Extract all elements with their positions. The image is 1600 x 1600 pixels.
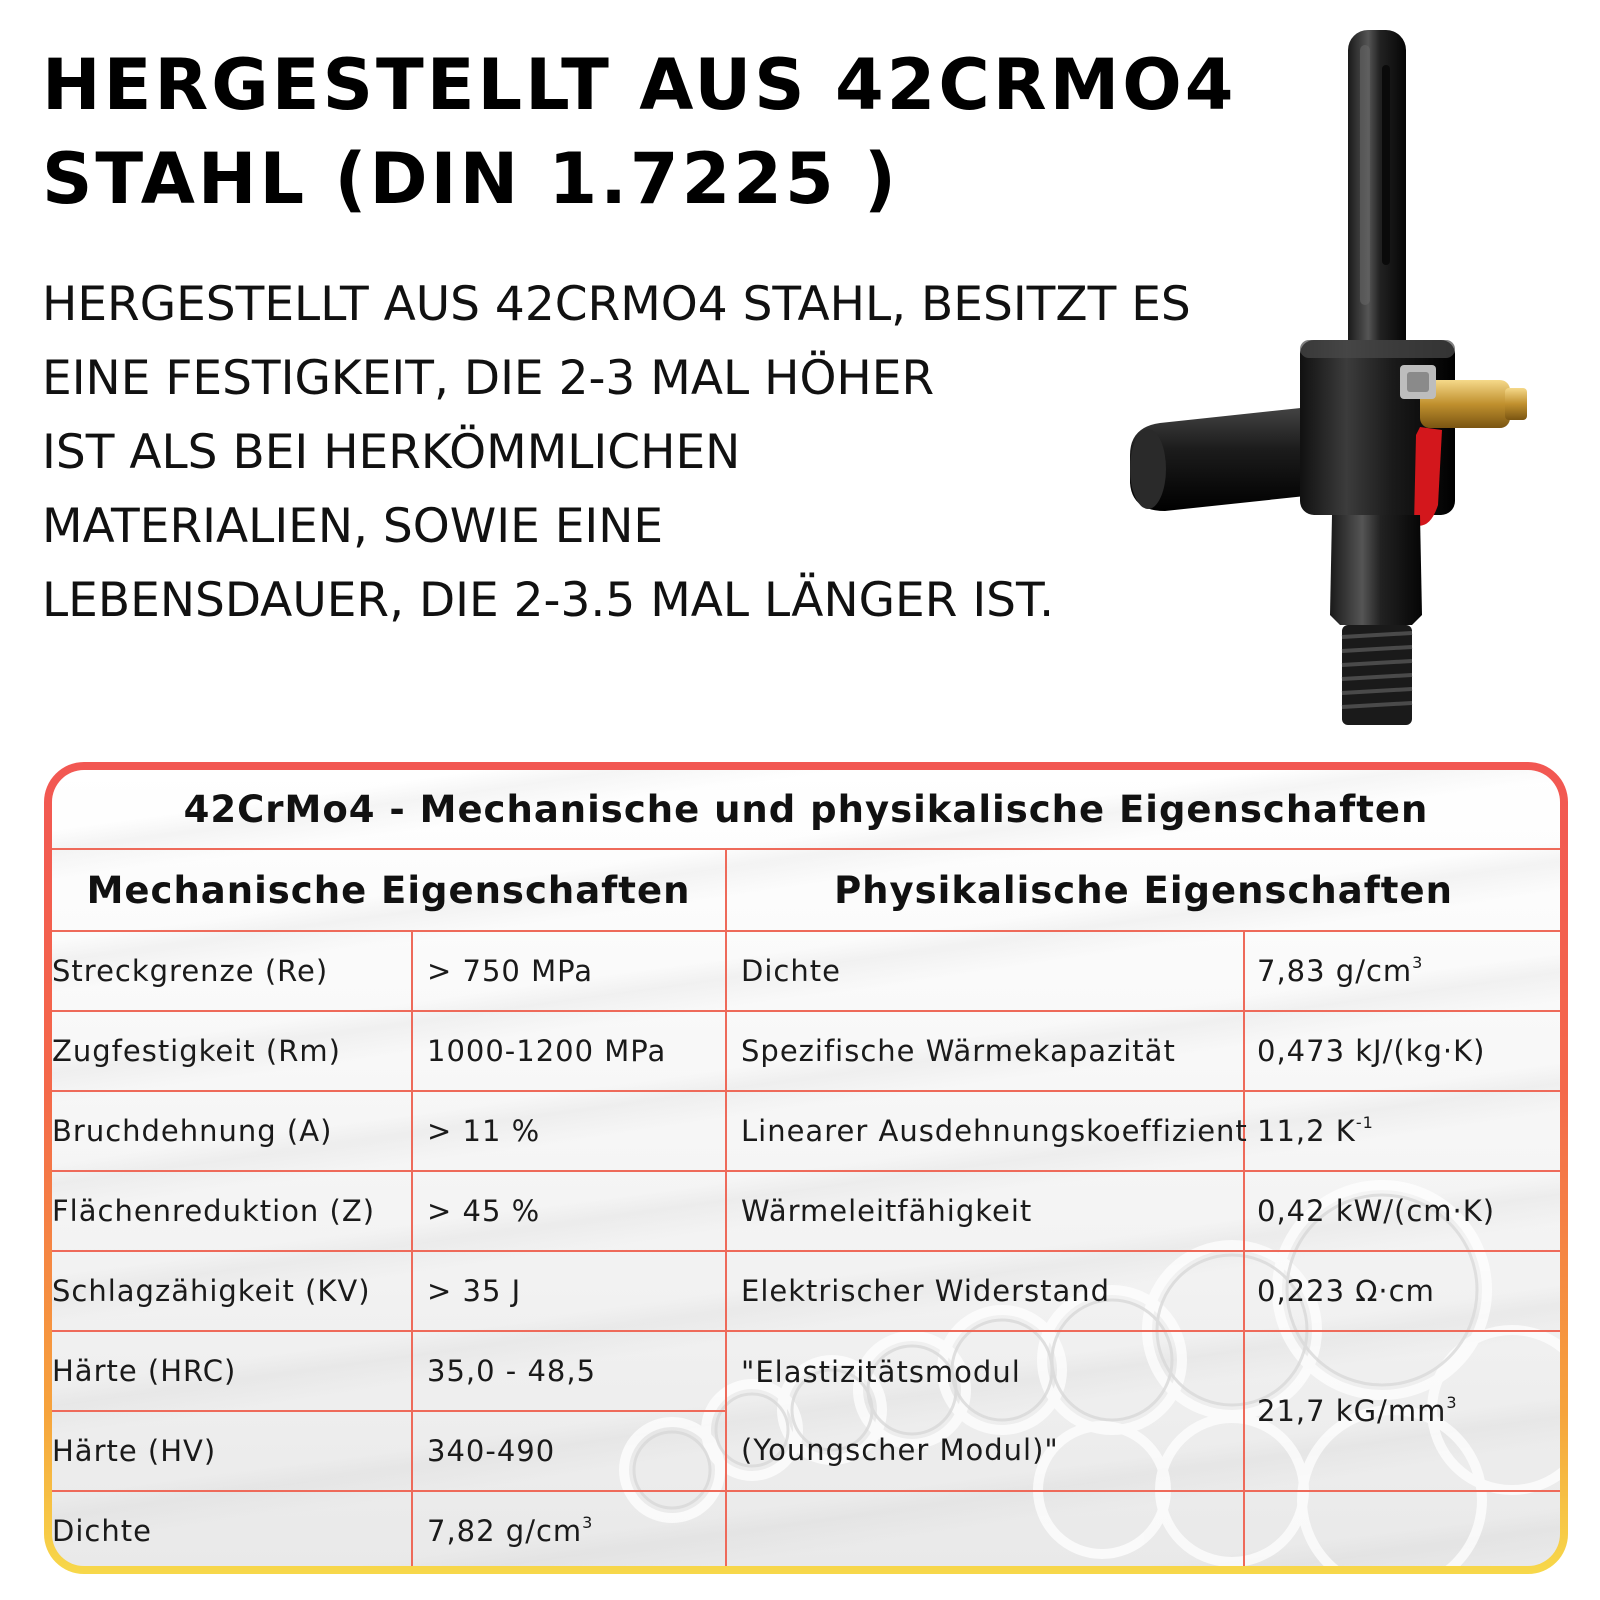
table-row <box>52 931 1560 1011</box>
mech-label: Bruchdehnung (A) <box>52 1091 412 1171</box>
mech-value: 340-490 <box>412 1411 726 1491</box>
table-row <box>52 1331 1560 1411</box>
table-row <box>52 1011 1560 1091</box>
mech-value: 1000-1200 MPa <box>412 1011 726 1091</box>
mech-value: > 35 J <box>412 1251 726 1331</box>
physical-header: Physikalische Eigenschaften <box>726 849 1560 931</box>
headline <box>42 38 1237 226</box>
description-line-5: LEBENSDAUER, DIE 2-3.5 MAL LÄNGER IST. <box>42 573 1055 628</box>
core-drill-adapter-with-water-valve-icon <box>1120 25 1580 745</box>
description-line-1: HERGESTELLT AUS 42CRMO4 STAHL, BESITZT ES <box>42 277 1191 332</box>
table-title: 42CrMo4 - Mechanische und physikalische Eigenschaften <box>52 770 1560 849</box>
table-row <box>52 1491 1560 1566</box>
table-row <box>52 1251 1560 1331</box>
properties-table-frame <box>44 762 1568 1574</box>
table-row <box>52 1171 1560 1251</box>
empty-cell <box>1244 1491 1560 1566</box>
phys-label: Linearer Ausdehnungskoeffizient <box>726 1091 1244 1171</box>
phys-label-line-2: (Youngscher Modul)" <box>741 1433 1059 1467</box>
mech-label: Flächenreduktion (Z) <box>52 1171 412 1251</box>
mech-value: > 11 % <box>412 1091 726 1171</box>
properties-table <box>52 770 1560 1566</box>
mech-value: 35,0 - 48,5 <box>412 1331 726 1411</box>
phys-value: 0,223 Ω·cm <box>1244 1251 1560 1331</box>
mech-label: Zugfestigkeit (Rm) <box>52 1011 412 1091</box>
phys-label: Elektrischer Widerstand <box>726 1251 1244 1331</box>
mech-label: Dichte <box>52 1491 412 1566</box>
mechanical-header: Mechanische Eigenschaften <box>52 849 726 931</box>
phys-label: Spezifische Wärmekapazität <box>726 1011 1244 1091</box>
description-line-3: IST ALS BEI HERKÖMMLICHEN <box>42 425 741 480</box>
phys-label <box>726 1331 1244 1491</box>
phys-value: 21,7 $kG/mm^3$ <box>1244 1331 1560 1491</box>
phys-label: Dichte <box>726 931 1244 1011</box>
mech-value: > 750 MPa <box>412 931 726 1011</box>
mech-label: Härte (HRC) <box>52 1331 412 1411</box>
headline-line-1: HERGESTELLT AUS 42CRMO4 <box>42 44 1237 126</box>
phys-value: 0,42 kW/(cm·K) <box>1244 1171 1560 1251</box>
properties-table-panel <box>52 770 1560 1566</box>
mech-value: 7,82 $g/cm^3$ <box>412 1491 726 1566</box>
phys-label: Wärmeleitfähigkeit <box>726 1171 1244 1251</box>
headline-line-2: STAHL (DIN 1.7225 ) <box>42 138 900 220</box>
description-line-4: MATERIALIEN, SOWIE EINE <box>42 499 664 554</box>
mech-value: > 45 % <box>412 1171 726 1251</box>
mech-label: Härte (HV) <box>52 1411 412 1491</box>
phys-value: 11,2 $K^{-1}$ <box>1244 1091 1560 1171</box>
description <box>42 268 1191 638</box>
phys-value: 7,83 $g/cm^3$ <box>1244 931 1560 1011</box>
phys-value: 0,473 kJ/(kg·K) <box>1244 1011 1560 1091</box>
description-line-2: EINE FESTIGKEIT, DIE 2-3 MAL HÖHER <box>42 351 935 406</box>
empty-cell <box>726 1491 1244 1566</box>
mech-label: Schlagzähigkeit (KV) <box>52 1251 412 1331</box>
mech-label: Streckgrenze (Re) <box>52 931 412 1011</box>
phys-label-line-1: "Elastizitätsmodul <box>741 1355 1021 1389</box>
table-row <box>52 1091 1560 1171</box>
